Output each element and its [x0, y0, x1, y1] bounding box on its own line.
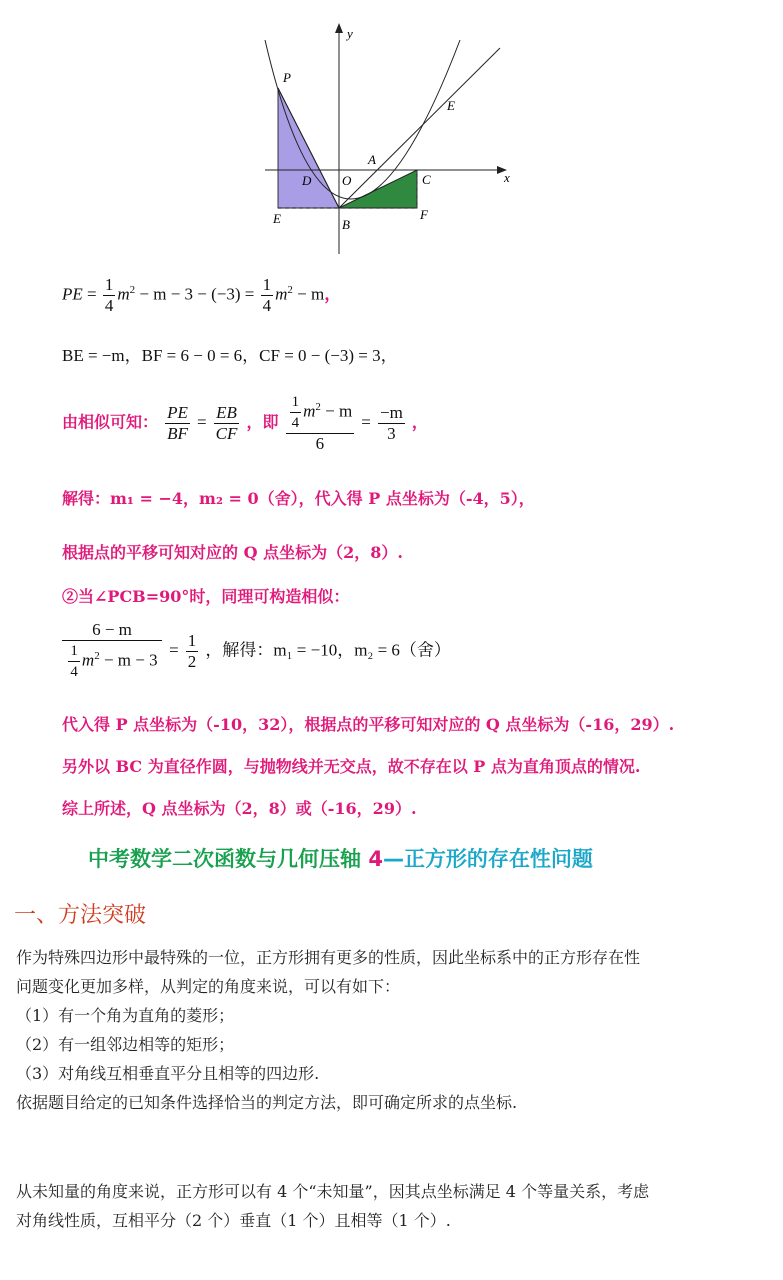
para3-line1: 从未知量的角度来说，正方形可以有 4 个“未知量”，因其点坐标满足 4 个等量关系，考虑 — [16, 1182, 650, 1201]
equation-case-2: 6 − m $\frac{1}{4}$ $m^2 - m - 3$ = $\frac{1}{2}$ ，解得：m₁ = −10，m₂ = 6（舍） — [60, 620, 451, 682]
line-bc — [339, 48, 500, 208]
paragraph-1 — [16, 943, 776, 1117]
label-c: C — [422, 172, 431, 187]
list-item: （2）有一组邻边相等的矩形； — [16, 1035, 235, 1054]
equation-similarity: 由相似可知： $\frac{PE}{BF}$ = $\frac{EB}{CF}$ ，即 $\frac{1}{4}$ $m^2 - m$ 6 = $\frac{-m}{3}$ ， — [62, 394, 428, 453]
section-heading: 一、方法突破 — [14, 903, 147, 928]
frac-half: $\frac{1}{2}$ — [187, 630, 197, 671]
line-point-p-2: 代入得 P 点坐标为（-10，32），根据点的平移可知对应的 Q 点坐标为（-16，29）. — [62, 715, 675, 734]
frac-quarter: $\frac{1}{4}$ — [104, 275, 114, 315]
frac-6-m: 6 − m $\frac{1}{4}$ $m^2 - m - 3$ — [62, 620, 162, 682]
label-e-right: E — [447, 98, 455, 113]
para1-line1: 作为特殊四边形中最特殊的一位，正方形拥有更多的性质，因此坐标系中的正方形存在性 — [16, 948, 641, 967]
line-translation-1: 根据点的平移可知对应的 Q 点坐标为（2，8）. — [62, 543, 403, 562]
label-y: y — [347, 26, 353, 41]
frac-quarter-2: $\frac{1}{4}$ — [262, 275, 272, 315]
label-d: D — [302, 173, 312, 188]
frac-neg-m-3: $\frac{-m}{3}$ — [379, 402, 403, 443]
eq7-tail: ，解得：m₁ = −10，m₂ = 6（舍） — [205, 640, 451, 660]
frac-eb-cf: $\frac{EB}{CF}$ — [215, 402, 238, 443]
equation-be-bf-cf — [62, 341, 398, 366]
label-x: x — [504, 170, 510, 185]
eq1-lhs: PE — [62, 284, 83, 304]
label-a: A — [368, 152, 376, 167]
label-e-bottom: E — [273, 211, 281, 226]
line-solution-1: 解得：m₁ = −4，m₂ = 0（舍），代入得 P 点坐标为（-4，5）， — [62, 489, 535, 508]
page-title: 中考数学二次函数与几何压轴 4—正方形的存在性问题 — [88, 847, 593, 871]
line-case-2: ②当∠PCB=90°时，同理可构造相似： — [62, 587, 350, 606]
frac-pe-bf: $\frac{PE}{BF}$ — [167, 402, 188, 443]
label-o: O — [342, 173, 352, 188]
list-item: （3）对角线互相垂直平分且相等的四边形. — [16, 1064, 320, 1083]
line-circle: 另外以 BC 为直径作圆，与抛物线并无交点，故不存在以 P 点为直角顶点的情况. — [62, 757, 641, 776]
label-p: P — [283, 70, 291, 85]
eq2-text: BE = −m，BF = 6 − 0 = 6，CF = 0 − (−3) = 3， — [62, 346, 398, 365]
list-item: （1）有一个角为直角的菱形； — [16, 1006, 235, 1025]
paragraph-3 — [16, 1177, 776, 1235]
geometry-figure — [255, 18, 515, 258]
label-f: F — [420, 207, 428, 222]
para3-line2: 对角线性质，互相平分（2 个）垂直（1 个）且相等（1 个）. — [16, 1211, 451, 1230]
para1-line2: 问题变化更加多样，从判定的角度来说，可以有如下： — [16, 977, 401, 996]
eq3-lead: 由相似可知： — [62, 412, 159, 432]
paragraph-2: 依据题目给定的已知条件选择恰当的判定方法，即可确定所求的点坐标. — [16, 1093, 518, 1112]
equation-pe: PE = $\frac{1}{4}$ $m^2 - m - 3 - (-3)$ = $\frac{1}{4}$ $m^2 - m$， — [62, 275, 342, 315]
label-b: B — [342, 217, 350, 232]
frac-compound: $\frac{1}{4}$ $m^2 - m$ 6 — [286, 392, 355, 454]
line-conclusion: 综上所述，Q 点坐标为（2，8）或（-16，29）. — [62, 799, 417, 818]
